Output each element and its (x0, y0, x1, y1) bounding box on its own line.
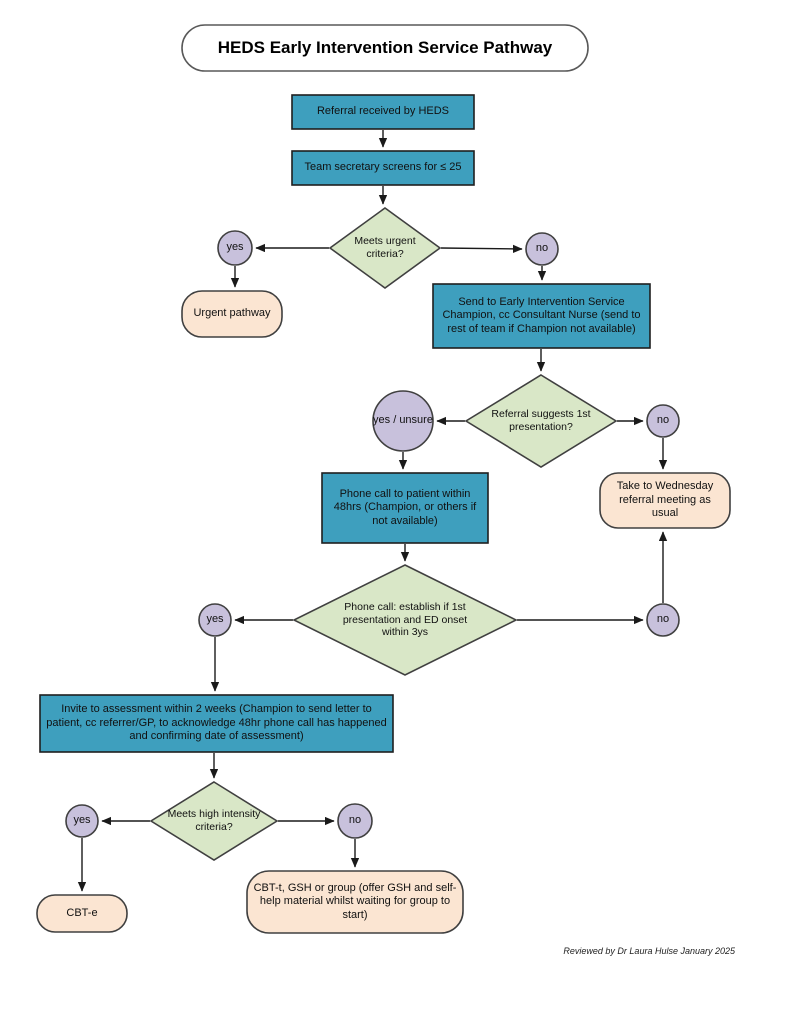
yes-high-label: yes (73, 814, 91, 827)
no-urgent-label: no (535, 242, 549, 255)
cbt-e-shape (37, 895, 127, 932)
wednesday-meeting-label: Take to Wednesday referral meeting as usual (616, 480, 714, 520)
yes-unsure-circle-shape (373, 391, 433, 451)
cbt-t-shape (247, 871, 463, 933)
yes-urgent-circle-shape (218, 231, 252, 265)
referral-received-label: Referral received by HEDS (316, 105, 450, 118)
edge-urgent-decision-to-no (441, 248, 522, 249)
establish-decision-label: Phone call: establish if 1st presentation and ED onset within 3ys (342, 600, 468, 639)
secretary-screens-label: Team secretary screens for ≤ 25 (304, 161, 462, 174)
invite-assessment-shape (40, 695, 393, 752)
meets-urgent-decision-label: Meets urgent criteria? (354, 235, 416, 260)
no-high-label: no (348, 814, 362, 827)
cbt-e-label: CBT-e (66, 906, 98, 919)
yes-urgent-label: yes (226, 241, 244, 254)
cbt-t-label: CBT-t, GSH or group (offer GSH and self-help material whilst waiting for group to start) (253, 881, 457, 921)
urgent-pathway-shape (182, 291, 282, 337)
wednesday-meeting-shape (600, 473, 730, 528)
reviewed-note: Reviewed by Dr Laura Hulse January 2025 (563, 945, 735, 956)
no-onset-label: no (656, 613, 670, 626)
high-intensity-decision-shape (151, 782, 277, 860)
no-urgent-circle-shape (526, 233, 558, 265)
no-first-label: no (656, 414, 670, 427)
yes-unsure-label: yes / unsure (373, 414, 433, 427)
no-onset-circle-shape (647, 604, 679, 636)
referral-received-shape (292, 95, 474, 129)
no-first-circle-shape (647, 405, 679, 437)
first-presentation-decision-shape (466, 375, 616, 467)
page-title: HEDS Early Intervention Service Pathway (217, 37, 553, 57)
yes-onset-circle-shape (199, 604, 231, 636)
high-intensity-decision-label: Meets high intensity criteria? (167, 808, 261, 833)
title-pill-shape (182, 25, 588, 71)
urgent-pathway-label: Urgent pathway (193, 307, 271, 320)
phone-call-shape (322, 473, 488, 543)
send-champion-label: Send to Early Intervention Service Champion, cc Consultant Nurse (send to rest of team if Champion not available) (442, 295, 641, 335)
establish-decision-shape (294, 565, 516, 675)
phone-call-label: Phone call to patient within 48hrs (Champion, or others if not available) (333, 487, 477, 527)
secretary-screens-shape (292, 151, 474, 185)
yes-high-circle-shape (66, 805, 98, 837)
yes-onset-label: yes (206, 613, 224, 626)
send-champion-shape (433, 284, 650, 348)
invite-assessment-label: Invite to assessment within 2 weeks (Champion to send letter to patient, cc referrer/GP, to acknowledge 48hr phone call has happened and confirming date of assessment) (46, 703, 387, 743)
first-presentation-decision-label: Referral suggests 1st presentation? (491, 408, 591, 433)
no-high-circle-shape (338, 804, 372, 838)
meets-urgent-decision-shape (330, 208, 440, 288)
